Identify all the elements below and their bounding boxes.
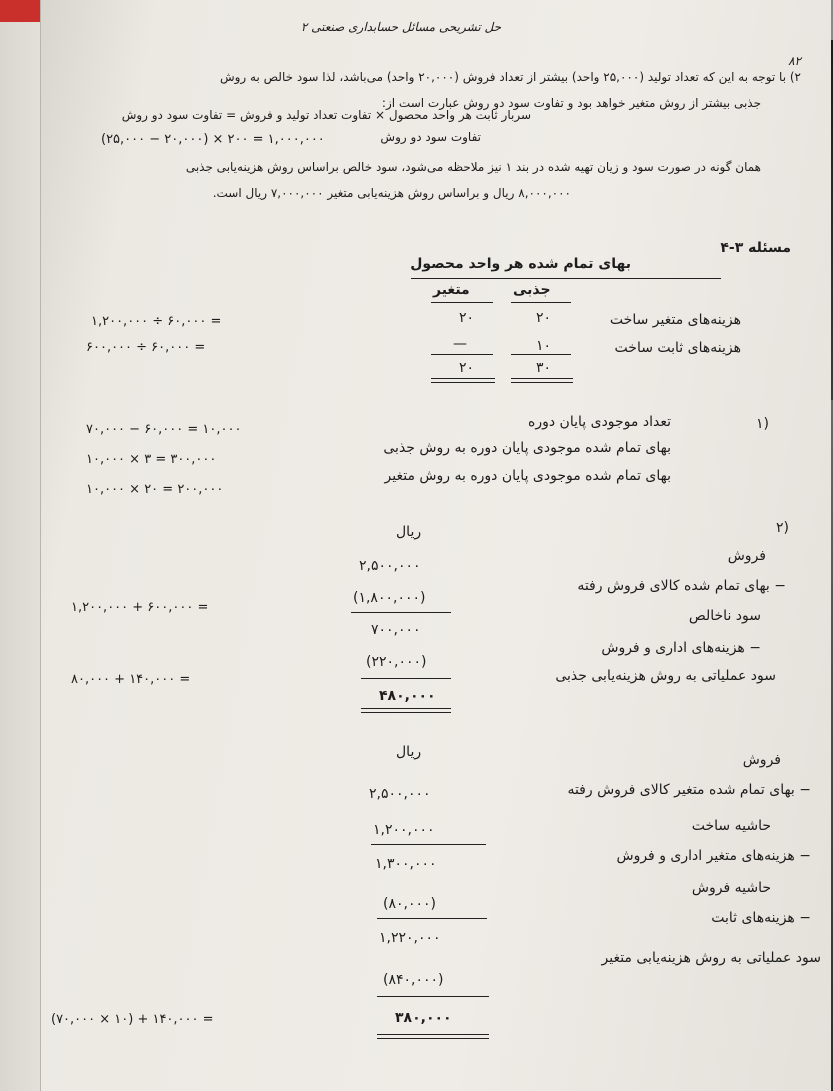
operating-profit-variable-value: ۳۸۰,۰۰۰ — [395, 1010, 452, 1026]
formula-calc: (۲۵,۰۰۰ − ۲۰,۰۰۰) × ۲۰۰ = ۱,۰۰۰,۰۰۰ — [101, 132, 325, 147]
manufacturing-margin-label: حاشیه ساخت — [691, 818, 771, 834]
page-number: ۸۲ — [788, 54, 801, 68]
table-header-rule — [411, 278, 721, 279]
note-line-1: همان گونه در صورت سود و زیان تهیه شده در بند ۱ نیز ملاحظه می‌شود، سود خالص براساس روش هزینه‌یابی جذبی — [185, 160, 761, 174]
variable-admin-value: (۸۰,۰۰۰) — [383, 896, 436, 912]
contribution-margin-value: ۱,۲۲۰,۰۰۰ — [379, 930, 441, 946]
ending-inventory-variable-label: بهای تمام شده موجودی پایان دوره به روش متغیر — [384, 468, 671, 484]
col-underline — [511, 302, 571, 303]
note-line-2: ۸,۰۰۰,۰۰۰ ریال و براساس روش هزینه‌یابی متغیر ۷,۰۰۰,۰۰۰ ریال است. — [212, 186, 571, 200]
subtotal-rule — [377, 918, 487, 919]
manufacturing-margin-value: ۱,۳۰۰,۰۰۰ — [375, 856, 437, 872]
intro-line-2: جذبی بیشتر از روش متغیر خواهد بود و تفاوت سود دو روش عبارت است از: — [381, 96, 761, 110]
admin-selling-value: (۲۲۰,۰۰۰) — [366, 654, 427, 670]
fixed-costs-value: (۸۴۰,۰۰۰) — [383, 972, 444, 988]
contribution-margin-label: حاشیه فروش — [691, 880, 771, 896]
sum-rule — [511, 354, 571, 355]
subtotal-rule — [371, 844, 486, 845]
cogs-calc: ۱,۲۰۰,۰۰۰ + ۶۰۰,۰۰۰ = — [71, 600, 209, 615]
admin-selling-calc: ۸۰,۰۰۰ + ۱۴۰,۰۰۰ = — [71, 672, 191, 687]
ending-inventory-units-label: تعداد موجودی پایان دوره — [528, 414, 671, 430]
intro-line-1: ۲) با توجه به این که تعداد تولید (۲۵,۰۰۰ واحد) بیشتر از تعداد فروش (۲۰,۰۰۰ واحد) می‌باشد، لذا سود خالص به روش — [219, 70, 801, 84]
row-variable-mfg-absorption: ۲۰ — [536, 310, 552, 326]
col-absorption: جذبی — [513, 282, 551, 298]
row-variable-mfg-calc: ۱,۲۰۰,۰۰۰ ÷ ۶۰,۰۰۰ = — [91, 314, 222, 329]
sum-rule — [431, 354, 493, 355]
row-variable-mfg-variable: ۲۰ — [459, 310, 475, 326]
operating-profit-absorption-label: سود عملیاتی به روش هزینه‌یابی جذبی — [555, 668, 776, 684]
variable-admin-label: − هزینه‌های متغیر اداری و فروش — [616, 848, 811, 864]
ending-inventory-absorption-label: بهای تمام شده موجودی پایان دوره به روش جذبی — [383, 440, 671, 456]
row-variable-mfg-label: هزینه‌های متغیر ساخت — [609, 312, 741, 328]
part1-number: ۱) — [756, 416, 769, 432]
row-fixed-mfg-absorption: ۱۰ — [536, 338, 552, 354]
total-absorption: ۳۰ — [536, 360, 552, 376]
total-double-rule — [511, 378, 573, 383]
operating-profit-absorption-value: ۴۸۰,۰۰۰ — [379, 688, 436, 704]
book-page — [40, 0, 831, 1091]
sales-label: فروش — [727, 548, 766, 564]
total-variable: ۲۰ — [459, 360, 475, 376]
sales-label-variable: فروش — [742, 752, 781, 768]
ending-inventory-units-calc: ۷۰,۰۰۰ − ۶۰,۰۰۰ = ۱۰,۰۰۰ — [86, 422, 242, 437]
subtotal-rule — [361, 678, 451, 679]
subtotal-rule — [351, 612, 451, 613]
sales-value-variable: ۲,۵۰۰,۰۰۰ — [369, 786, 431, 802]
variable-cogs-value: ۱,۲۰۰,۰۰۰ — [373, 822, 435, 838]
cogs-label: − بهای تمام شده کالای فروش رفته — [577, 578, 786, 594]
total-double-rule — [361, 708, 451, 713]
gross-profit-value: ۷۰۰,۰۰۰ — [371, 622, 421, 638]
problem-title: مسئله ۳-۴ — [720, 240, 791, 256]
cogs-value: (۱,۸۰۰,۰۰۰) — [353, 590, 426, 606]
variable-cogs-label: − بهای تمام شده متغیر کالای فروش رفته — [567, 782, 811, 798]
page-header-title: حل تشریحی مسائل حسابداری صنعتی ۲ — [300, 20, 501, 34]
gross-profit-label: سود ناخالص — [688, 608, 761, 624]
subtotal-rule — [377, 996, 489, 997]
row-fixed-mfg-label: هزینه‌های ثابت ساخت — [614, 340, 741, 356]
part2-number: ۲) — [776, 520, 789, 536]
admin-selling-label: − هزینه‌های اداری و فروش — [601, 640, 761, 656]
ending-inventory-variable-calc: ۱۰,۰۰۰ × ۲۰ = ۲۰۰,۰۰۰ — [86, 482, 224, 497]
fixed-costs-calc: (۷۰,۰۰۰ × ۱۰) + ۱۴۰,۰۰۰ = — [51, 1012, 214, 1027]
col-underline — [431, 302, 493, 303]
row-fixed-mfg-variable: — — [453, 336, 467, 352]
formula-text: سربار ثابت هر واحد محصول × تفاوت تعداد تولید و فروش = تفاوت سود دو روش — [121, 108, 531, 122]
fixed-costs-label: − هزینه‌های ثابت — [711, 910, 811, 926]
currency-label: ریال — [396, 524, 422, 540]
total-double-rule — [431, 378, 495, 383]
unit-cost-table-title: بهای تمام شده هر واحد محصول — [410, 256, 631, 272]
ending-inventory-absorption-calc: ۱۰,۰۰۰ × ۳ = ۳۰۰,۰۰۰ — [86, 452, 217, 467]
row-fixed-mfg-calc: ۶۰۰,۰۰۰ ÷ ۶۰,۰۰۰ = — [86, 340, 206, 355]
col-variable: متغیر — [433, 282, 470, 298]
operating-profit-variable-label: سود عملیاتی به روش هزینه‌یابی متغیر — [601, 950, 821, 966]
total-double-rule — [377, 1034, 489, 1039]
currency-label-variable: ریال — [396, 744, 422, 760]
formula-label: تفاوت سود دو روش — [380, 130, 481, 144]
sales-value: ۲,۵۰۰,۰۰۰ — [359, 558, 421, 574]
